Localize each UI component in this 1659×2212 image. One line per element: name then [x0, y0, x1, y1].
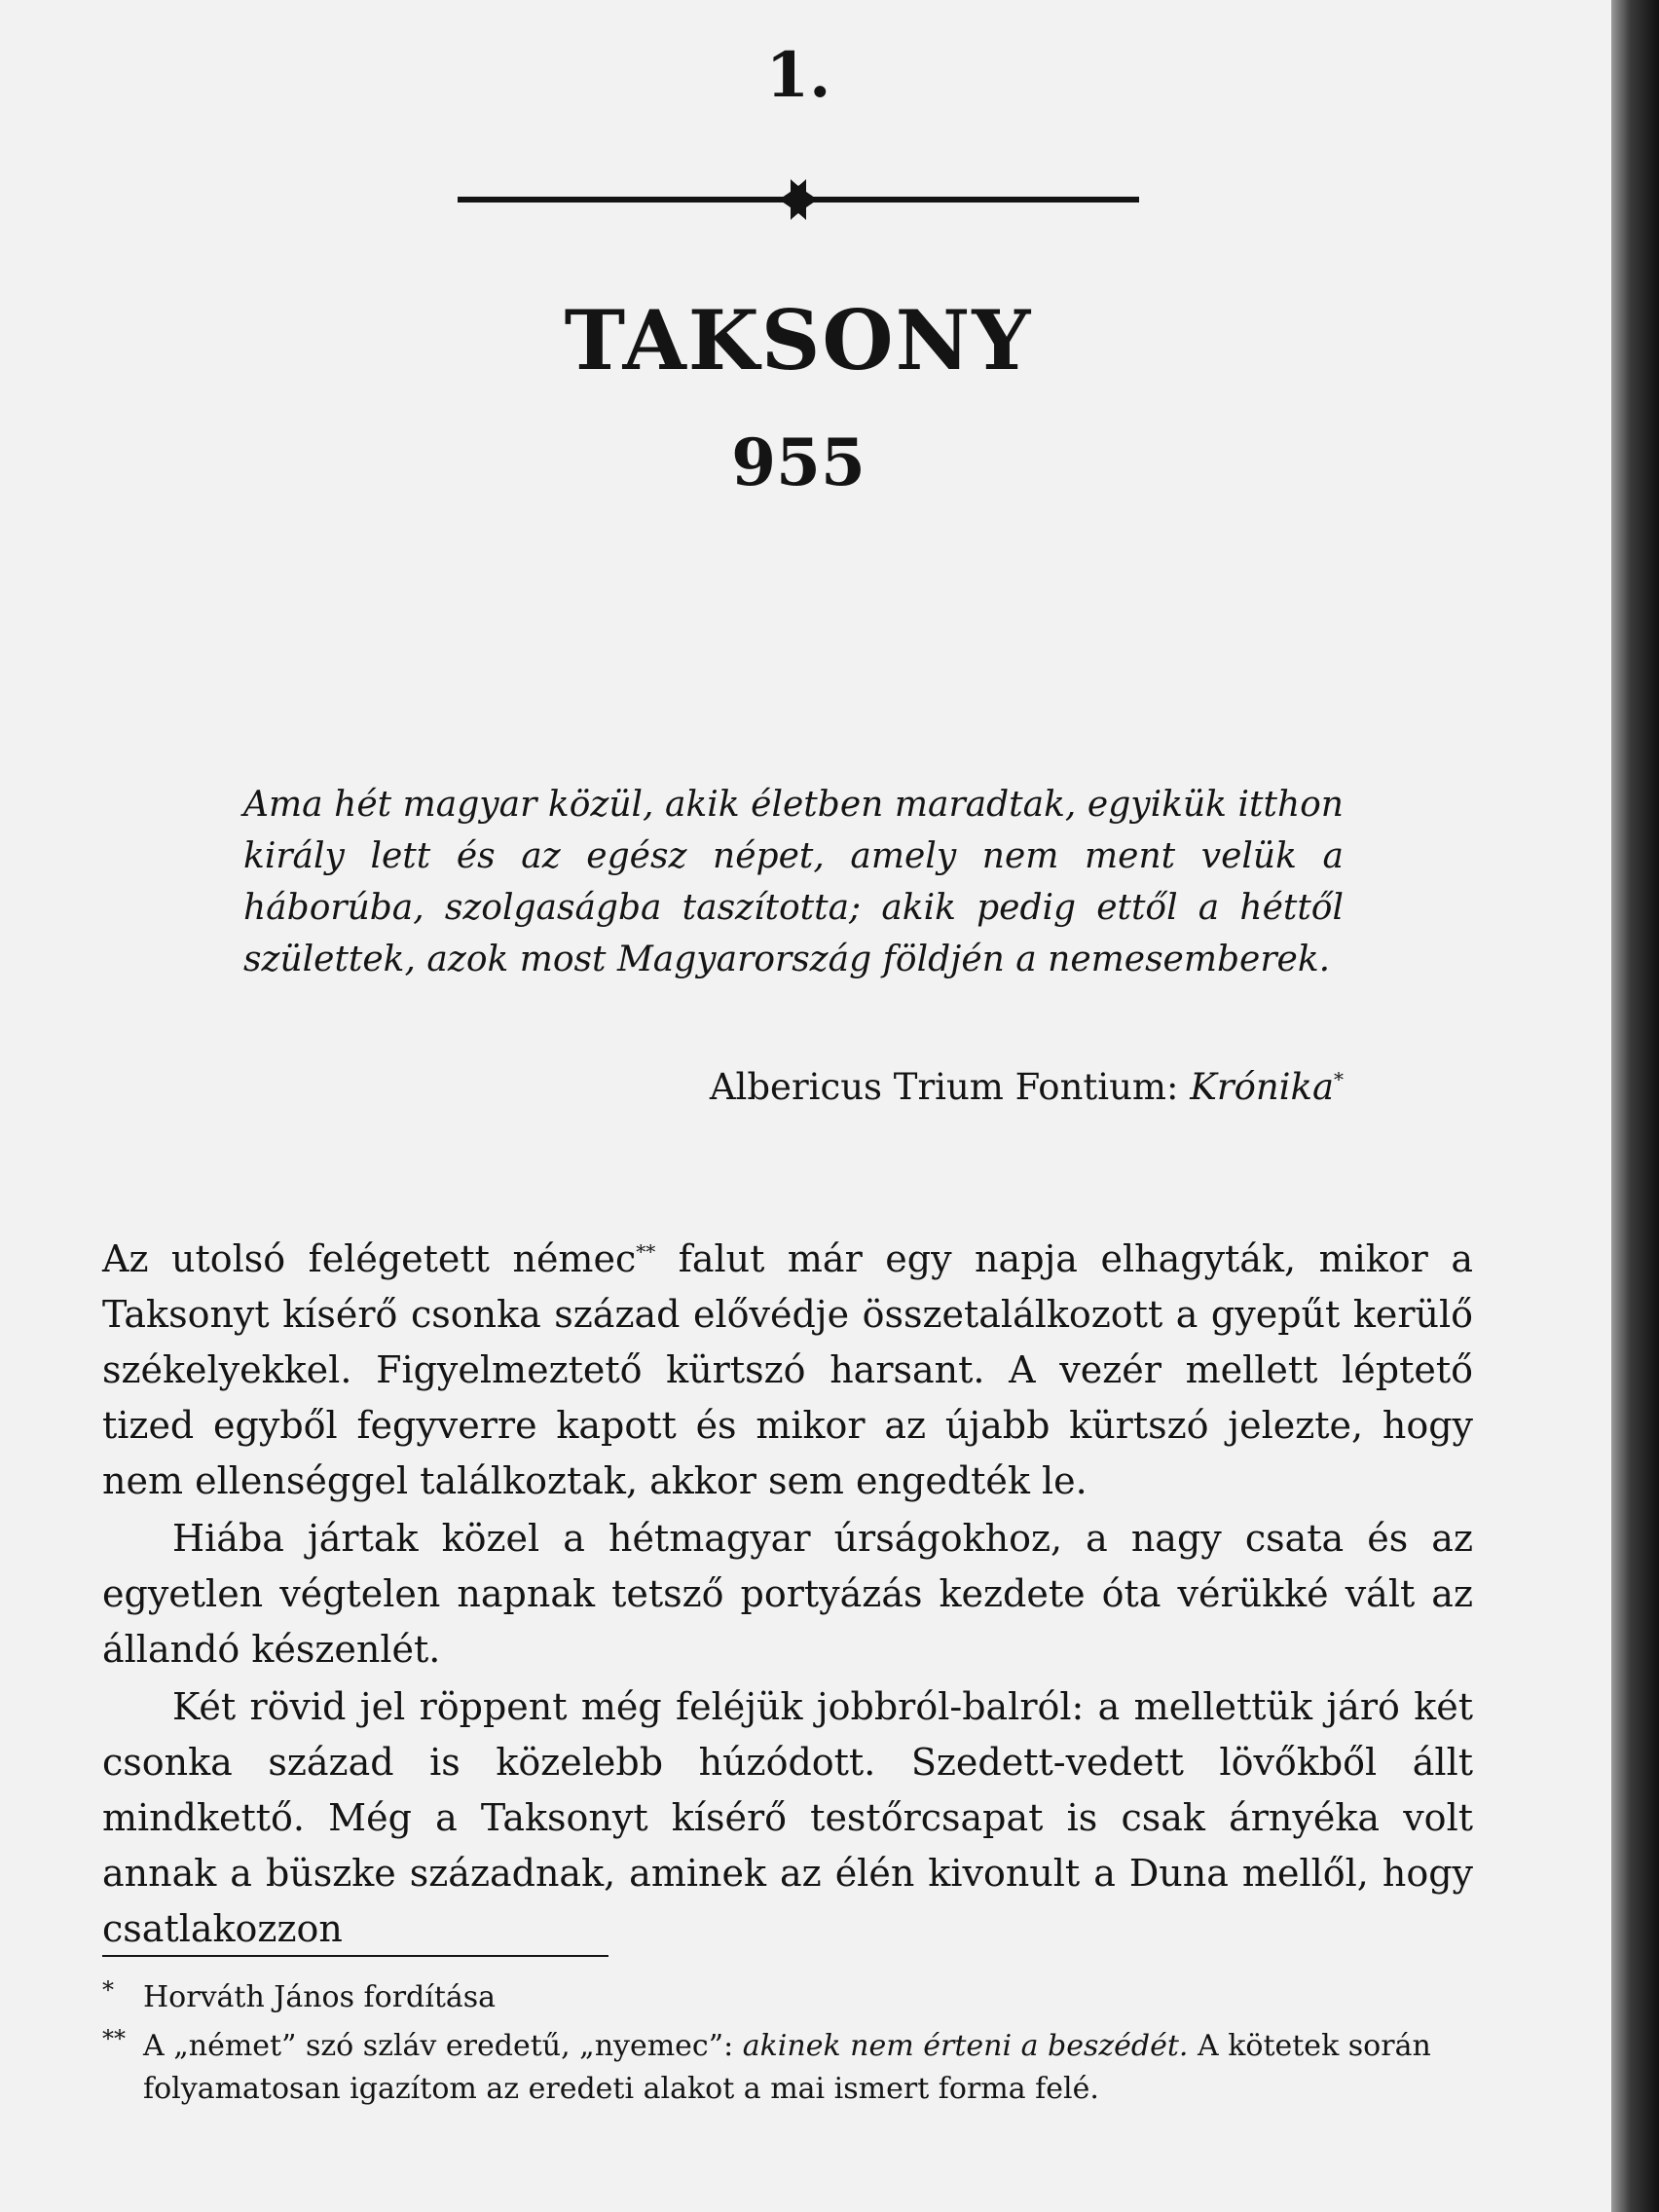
book-spine-edge	[1611, 0, 1659, 2212]
chapter-year: 955	[731, 424, 866, 500]
footnote-ref-1: *	[1334, 1067, 1344, 1091]
paragraph-1-start: Az utolsó felégetett némec	[102, 1237, 637, 1280]
footnotes	[102, 1976, 1473, 2117]
footnote-2-suffix: A kötetek során folyamatosan igazítom az eredeti alakot a mai ismert forma felé.	[143, 2029, 1431, 2106]
chapter-divider-ornament	[458, 175, 1139, 224]
attribution-author: Albericus Trium Fontium:	[709, 1066, 1179, 1108]
body-paragraph-1	[102, 1232, 1473, 1509]
body-paragraph-2: Hiába jártak közel a hétmagyar úrságokhoz, a nagy csata és az egyetlen végtelen napnak tetsző portyázás kezdete óta vérükké vált az állandó készenlét.	[102, 1517, 1473, 1671]
epigraph-quote: Ama hét magyar közül, akik életben maradtak, egyikük itthon király lett és az egész népet, amely nem ment velük a háborúba, szolgaságba taszította; akik pedig ettől a héttől születtek, azok most Magyarország földjén a nemesemberek.	[243, 785, 1344, 979]
chapter-title: TAKSONY	[564, 292, 1033, 388]
footnote-2-prefix: A „német” szó szláv eredetű, „nyemec”:	[143, 2029, 743, 2063]
paragraph-1-rest: falut már egy napja elhagyták, mikor a Taksonyt kísérő csonka század elővédje összetalálkozott a gyepűt kerülő székelyekkel. Figyelmeztető kürtszó harsant. A vezér mellett léptető tized egyből fegyverre kapott és mikor az újabb kürtszó jelezte, hogy nem ellenséggel találkoztak, akkor sem engedték le.	[102, 1237, 1474, 1502]
footnote-1	[102, 1976, 1473, 2019]
footnote-2-italic: akinek nem érteni a beszédét.	[742, 2029, 1189, 2063]
epigraph-attribution	[710, 1066, 1344, 1108]
footnote-1-text: Horváth János fordítása	[143, 1980, 497, 2014]
footnote-ref-2: **	[636, 1239, 656, 1264]
body-paragraph-3: Két rövid jel röppent még feléjük jobbról-balról: a mellettük járó két csonka század is közelebb húzódott. Szedett-vedett lövőkből állt mindkettő. Még a Taksonyt kísérő testőrcsapat is csak árnyéka volt annak a büszke századnak, aminek az élén kivonult a Duna mellől, hogy csatlakozzon	[102, 1685, 1473, 1950]
chapter-body	[102, 1232, 1473, 1957]
footnote-separator	[102, 1955, 608, 1957]
chapter-number: 1.	[765, 39, 831, 112]
footnote-2-mark: **	[102, 2025, 126, 2052]
attribution-work: Krónika	[1190, 1066, 1334, 1108]
footnote-1-mark: *	[102, 1976, 114, 2004]
footnote-2	[102, 2025, 1473, 2111]
